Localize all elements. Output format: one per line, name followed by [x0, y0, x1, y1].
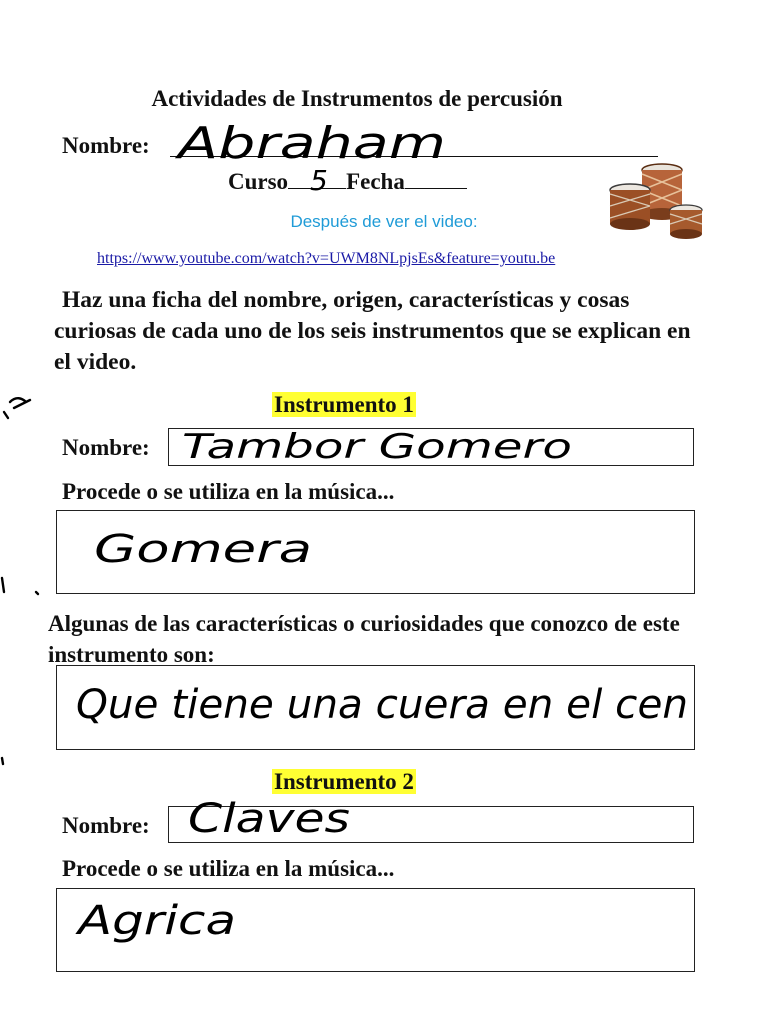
- instrument-2-origin-handwriting: [74, 892, 248, 948]
- instrument-2-name-text: Claves: [188, 796, 350, 842]
- instrument-1-origin-handwriting: [94, 518, 334, 574]
- instructions-text: Haz una ficha del nombre, origen, características y cosas curiosas de cada uno de los seis instrumentos que se explican en el video.: [54, 287, 691, 375]
- instrument-1-name-text: Tambor Gomero: [182, 427, 572, 467]
- student-name-handwriting: [173, 100, 458, 170]
- instrument-1-features-handwriting: [76, 670, 692, 734]
- instrument-1-heading-text: Instrumento 1: [274, 392, 414, 417]
- instrument-2-name-label: Nombre:: [62, 813, 150, 838]
- instrument-1-origin-label: Procede o se utiliza en la música...: [62, 479, 395, 504]
- fecha-label-text: Fecha: [346, 169, 405, 194]
- instrument-1-origin-text: Gomera: [94, 527, 312, 571]
- page-title: Actividades de Instrumentos de percusión: [151, 86, 563, 111]
- instrument-2-name-handwriting: [188, 790, 368, 842]
- instrument-1-name-label: Nombre:: [62, 435, 150, 460]
- nombre-label: Nombre:: [62, 133, 150, 158]
- student-name-text: Abraham: [173, 118, 446, 169]
- video-link[interactable]: https://www.youtube.com/watch?v=UWM8NLpjsEs&feature=youtu.be: [97, 250, 556, 267]
- instrument-1-name-handwriting: [182, 418, 582, 474]
- subtitle: Después de ver el video:: [290, 212, 478, 231]
- margin-scribbles: [0, 388, 40, 788]
- curso-label-text: Curso: [228, 169, 289, 194]
- instrument-2-origin-label: Procede o se utiliza en la música...: [62, 856, 395, 881]
- curso-value-handwriting: [308, 164, 358, 196]
- fecha-blank: [405, 170, 467, 189]
- instrument-2-heading-text: Instrumento 2: [274, 769, 414, 794]
- instrument-1-features-text: Que tiene una cuera en el cen: [76, 682, 688, 728]
- instrument-1-heading: [272, 392, 416, 418]
- curso-value-text: 5: [310, 164, 328, 197]
- instrument-2-origin-text: Agrica: [74, 898, 236, 944]
- instrument-1-features-label: Algunas de las características o curiosidades que conozco de este instrumento son:: [48, 611, 680, 667]
